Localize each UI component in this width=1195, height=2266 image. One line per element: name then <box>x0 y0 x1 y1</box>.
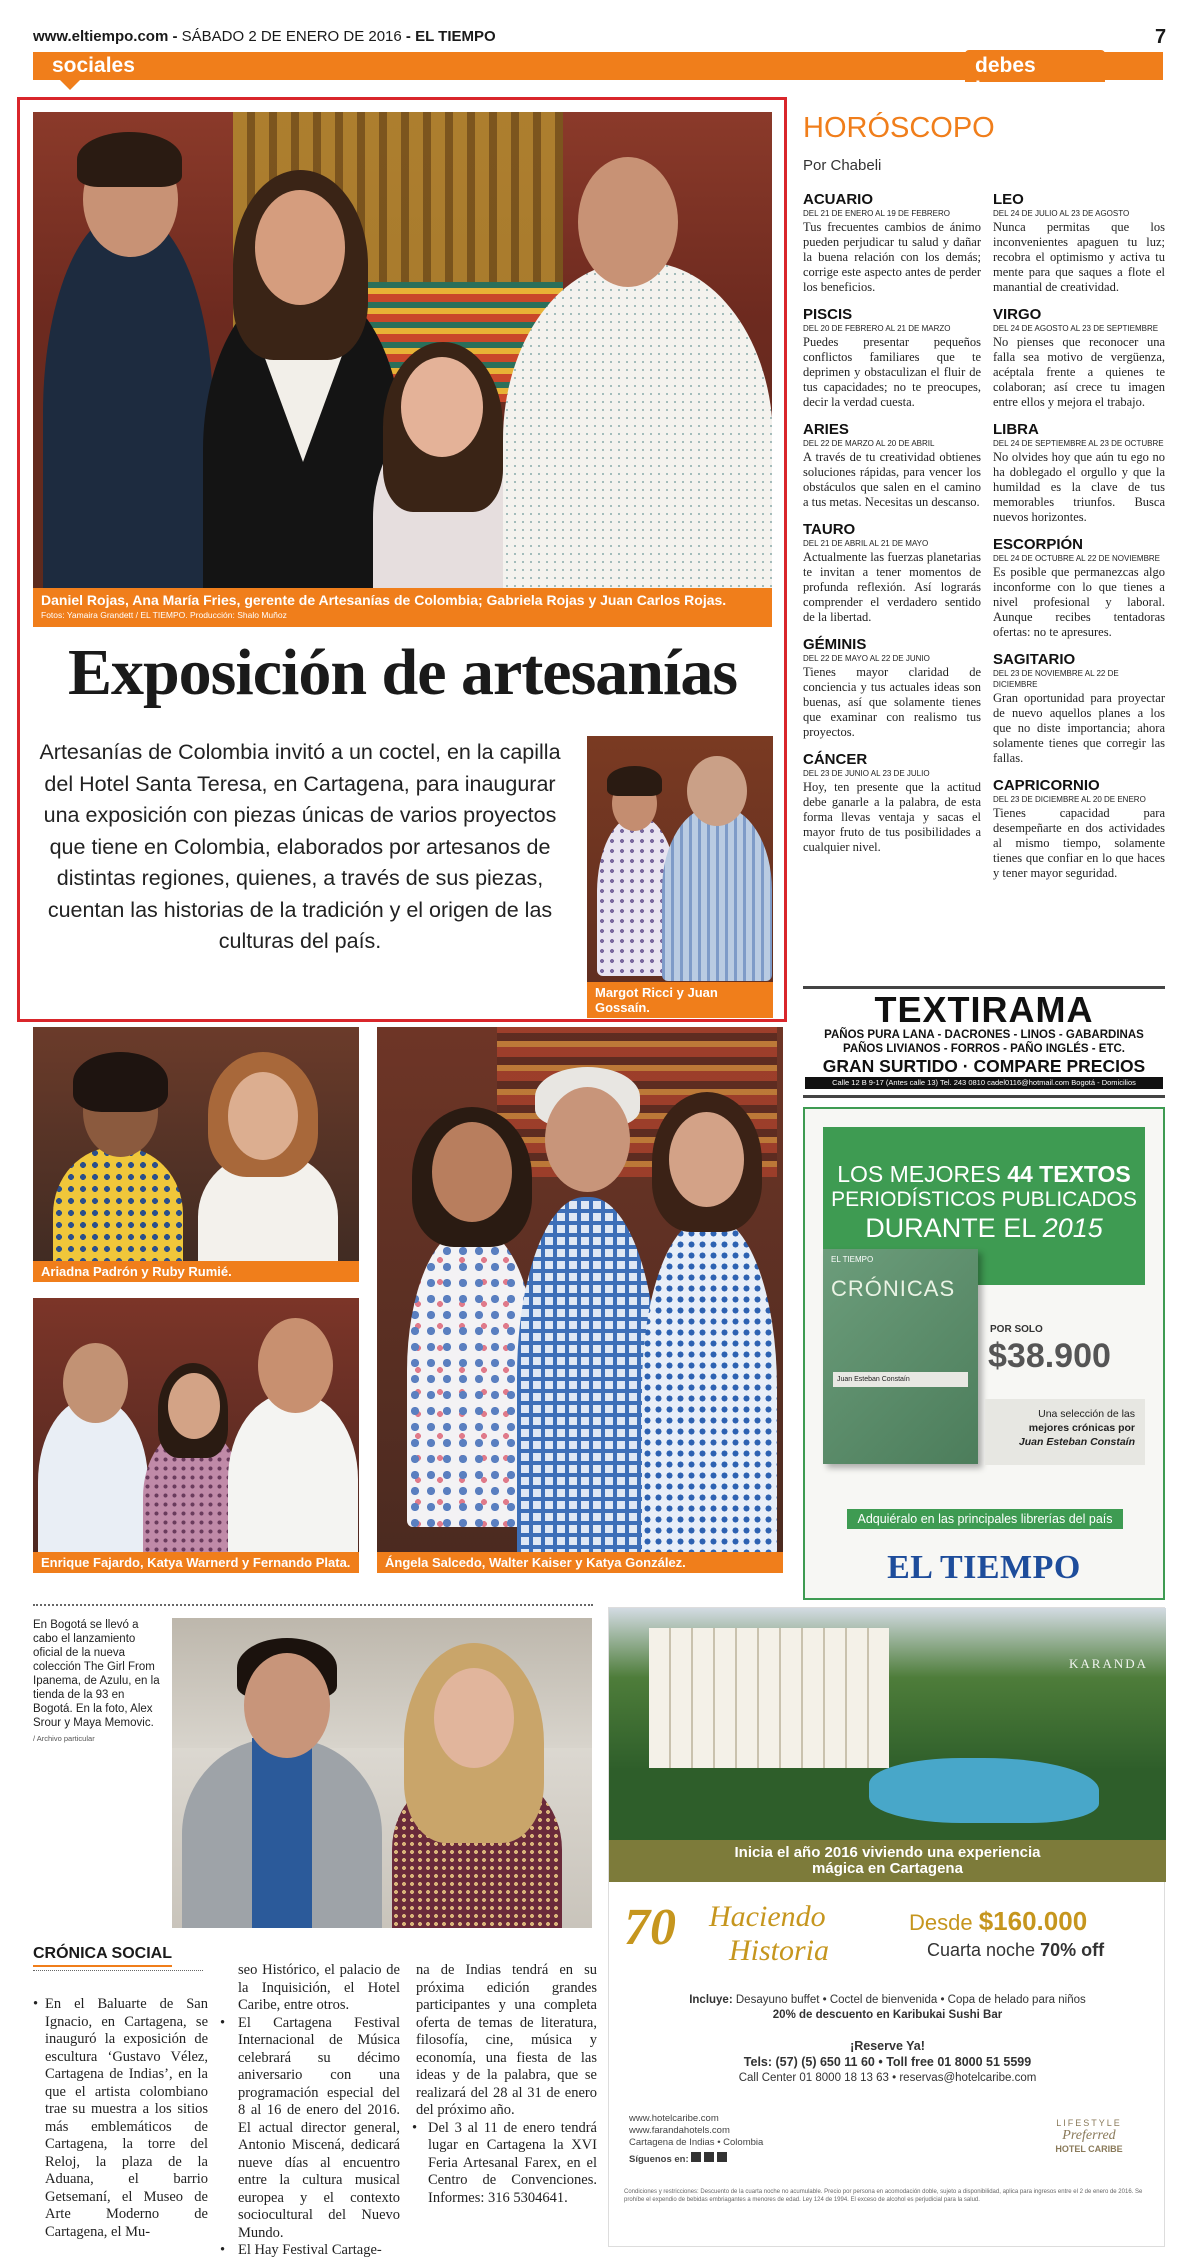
hotel-web1[interactable]: www.hotelcaribe.com <box>629 2113 719 2124</box>
book-editor: Juan Esteban Constaín <box>833 1372 968 1387</box>
social-row <box>629 2152 763 2166</box>
main-photo-credit: Fotos: Yamaira Grandett / EL TIEMPO. Producción: Shalo Muñoz <box>41 610 287 620</box>
sign-text: A través de tu creatividad obtienes soluciones rápidas, para vencer los obstáculos que salen en el camino a tus metas. Necesitas un descanso. <box>803 450 981 509</box>
cronicas-ad-line2: PERIODÍSTICOS PUBLICADOS <box>831 1188 1137 1211</box>
sign-dates: DEL 23 DE JUNIO AL 23 DE JULIO <box>803 769 930 778</box>
sign-text: Tus frecuentes cambios de ánimo pueden perjudicar tu salud y dañar la buena relación con los demás; corrige este aspecto antes de perder los beneficios. <box>803 220 981 294</box>
instagram-icon[interactable] <box>717 2152 727 2162</box>
photo-angela-walter-katya[interactable] <box>377 1027 783 1573</box>
face <box>168 1373 220 1439</box>
page-number: 7 <box>1155 26 1167 48</box>
buy-banner: Adquiéralo en las principales librerías del país <box>847 1509 1123 1529</box>
fourth-night-label: Cuarta noche <box>927 1940 1041 1960</box>
sign-geminis <box>803 637 981 740</box>
brand-preferred: Preferred <box>1062 2128 1116 2143</box>
hotel-photo <box>609 1608 1166 1840</box>
twitter-icon[interactable] <box>704 2152 714 2162</box>
sign-name: LEO <box>993 191 1024 208</box>
cronica-col-1 <box>33 1976 208 2241</box>
cronica-item: • En el Baluarte de San Ignacio, en Cartagena, se inauguró la exposición de escultura ‘Gustavo Vélez, Cartagena de Indias’, en la que el artista colombiano trae su muestra a los sitios más emblemáticos de Cartagena, la torre del Reloj, la plaza de la Aduana, el barrio Getsemaní, el Museo de Arte Moderno de Cartagena, el Mu- <box>33 1996 208 2241</box>
caption-angela-walter-katya: Ángela Salcedo, Walter Kaiser y Katya González. <box>377 1552 783 1573</box>
sign-leo <box>993 192 1165 295</box>
textirama-line1: PAÑOS PURA LANA - DACRONES - LINOS - GABARDINAS <box>824 1029 1144 1041</box>
hotel-ad[interactable] <box>608 1607 1165 2247</box>
feature-body: Artesanías de Colombia invitó a un coctel, en la capilla del Hotel Santa Teresa, en Cartagena, para inaugurar una exposición con piezas únicas de varios proyectos que tiene en Colombia, elaborados por artesanos de distintas regiones, quienes, a través de sus piezas, cuentan las historias de la tradición y el origen de las culturas del país. <box>39 740 561 953</box>
horoscope-author: Por Chabeli <box>803 157 882 174</box>
textirama-line3: GRAN SURTIDO · COMPARE PRECIOS <box>822 1056 1146 1076</box>
hotel-includes <box>609 1993 1166 2023</box>
section-label-sociales: sociales <box>52 54 135 77</box>
sign-text: Hoy, ten presente que la actitud debe ganarle a la palabra, de esta forma llevas ventaja y sacas el mayor fruto de tus posibilidades a cualquier nivel. <box>803 780 981 854</box>
section-label-debes-hacer: debes hacer <box>965 50 1105 82</box>
sign-name: ARIES <box>803 421 849 438</box>
textirama-line4: Calle 12 B 9-17 (Antes calle 13) Tel. 243 0810 cadel0116@hotmail.com Bogotá - Domicilios <box>805 1077 1163 1089</box>
book-cover <box>823 1249 978 1464</box>
face <box>401 357 483 457</box>
face <box>258 1318 333 1413</box>
caption-enrique-katya-fernando: Enrique Fajardo, Katya Warnerd y Fernando Plata. <box>33 1552 359 1573</box>
hotel-building <box>649 1628 889 1768</box>
sign-dates: DEL 21 DE ENERO AL 19 DE FEBRERO <box>803 209 951 218</box>
hotel-callcenter[interactable]: Call Center 01 8000 18 13 63 • reservas@hotelcaribe.com <box>738 2072 1037 2084</box>
horoscope-title: HORÓSCOPO <box>803 112 995 144</box>
sign-name: GÉMINIS <box>803 636 867 653</box>
section-pointer <box>60 80 80 90</box>
sign-dates: DEL 24 DE AGOSTO AL 23 DE SEPTIEMBRE <box>993 324 1159 333</box>
cronica-item: • El Cartagena Festival Internacional de Música celebrará su décimo aniversario con una programación especial del 8 al 16 de enero del 2016. El actual director general, Antonio Miscená, dedicará nueve días al encuentro entre la cultura musical europea y el contexto sociocultural del Nuevo Mundo. <box>220 2015 400 2243</box>
face <box>228 1072 298 1160</box>
bogota-caption: En Bogotá se llevó a cabo el lanzamiento oficial de la nueva colección The Girl From Ipanema, de Azulu, en la tienda de la 93 en Bogotá. En la foto, Alex Srour y Maya Memovic. <box>33 1619 160 1729</box>
brand-hotel-caribe: HOTEL CARIBE <box>1055 2144 1123 2154</box>
sign-name: SAGITARIO <box>993 651 1076 668</box>
sign-dates: DEL 22 DE MARZO AL 20 DE ABRIL <box>803 439 935 448</box>
sign-sagitario <box>993 652 1165 766</box>
includes-discount: 20% de descuento en Karibukai Sushi Bar <box>772 2009 1003 2021</box>
includes-items: Desayuno buffet • Coctel de bienvenida • Copa de helado para niños <box>735 1994 1086 2006</box>
header-sep: - <box>168 28 182 45</box>
bogota-text <box>33 1618 161 1746</box>
person-katya-gonzalez <box>642 1217 777 1573</box>
sign-text: Nunca permitas que los inconvenientes apaguen tu luz; recobra el optimismo y activa tu mente para que saques a flote el manantial de creatividad. <box>993 220 1165 294</box>
face <box>255 190 345 305</box>
page-header <box>33 28 1163 48</box>
photo-alex-maya[interactable] <box>172 1618 592 1928</box>
sign-name: VIRGO <box>993 306 1042 323</box>
cronica-col-3 <box>412 1962 597 2207</box>
face <box>244 1653 330 1758</box>
sign-name: TAURO <box>803 521 856 538</box>
feature-headline: Exposición de artesanías <box>67 636 738 709</box>
sign-acuario <box>803 192 981 295</box>
hair <box>73 1052 168 1112</box>
dotted-separator <box>33 1604 593 1606</box>
sign-dates: DEL 20 DE FEBRERO AL 21 DE MARZO <box>803 324 951 333</box>
reserve-label: ¡Reserve Ya! <box>850 2039 925 2053</box>
sign-text: Tienes mayor claridad de conciencia y tus actuales ideas son buenas, así que solamente tienes que examinar con realismo tus proyectos. <box>803 665 981 739</box>
anniversary-number: 70 <box>624 1899 676 1956</box>
horoscope-col-left <box>803 192 981 867</box>
sign-text: Puedes presentar pequeños conflictos familiares que te deprimen y obstaculizan el fluir de tus capacidades; no te preocupes, decir la verdad cuesta. <box>803 335 981 409</box>
person-daniel <box>43 212 213 627</box>
person-juan-gossain <box>662 806 772 981</box>
follow-label: Síguenos en: <box>629 2154 689 2165</box>
person-fernando <box>228 1393 358 1573</box>
textirama-line2: PAÑOS LIVIANOS - FORROS - PAÑO INGLÉS - ETC. <box>843 1043 1125 1055</box>
brand-lifestyle: LIFESTYLE <box>1056 2118 1122 2128</box>
issue-date: SÁBADO 2 DE ENERO DE 2016 <box>181 28 402 45</box>
sign-text: No olvides hoy que aún tu ego no ha doblegado el orgullo y que la humildad es la clave de tus memorables triunfos. Busca nuevos horizontes. <box>993 450 1165 524</box>
sign-tauro <box>803 522 981 625</box>
sign-dates: DEL 24 DE SEPTIEMBRE AL 23 DE OCTUBRE <box>993 439 1164 448</box>
photo-ariadna-ruby[interactable] <box>33 1027 359 1282</box>
selection-line1: Una selección de las <box>1038 1408 1135 1420</box>
sign-libra <box>993 422 1165 525</box>
face <box>669 1112 744 1207</box>
hotel-contact <box>609 2038 1166 2086</box>
face <box>687 756 747 826</box>
sign-cancer <box>803 752 981 855</box>
hotel-phones[interactable]: Tels: (57) (5) 650 11 60 • Toll free 01 8000 51 5599 <box>743 2055 1032 2069</box>
sign-name: CAPRICORNIO <box>993 777 1100 794</box>
fourth-night-discount: 70% off <box>1040 1940 1105 1960</box>
hotel-watermark: KARANDA <box>1069 1656 1148 1671</box>
photo-enrique-katya-fernando[interactable] <box>33 1298 359 1573</box>
hotel-location: Cartagena de Indias • Colombia <box>629 2137 764 2148</box>
eltiempo-logo: EL TIEMPO <box>887 1549 1081 1586</box>
sign-name: CÁNCER <box>803 751 868 768</box>
anniversary-title1: Haciendo <box>709 1900 826 1933</box>
sign-dates: DEL 24 DE OCTUBRE AL 22 DE NOVIEMBRE <box>993 554 1161 563</box>
face <box>434 1668 514 1768</box>
sign-name: ESCORPIÓN <box>993 536 1084 553</box>
side-photo-caption: Margot Ricci y Juan Gossaín. <box>595 985 718 1015</box>
sign-dates: DEL 21 DE ABRIL AL 21 DE MAYO <box>803 539 929 548</box>
sign-name: LIBRA <box>993 421 1039 438</box>
sign-text: Es posible que permanezcas algo inconforme con lo que tienes a nivel profesional y laboral. Aunque recibes tentadoras ofertas: no te apresures. <box>993 565 1165 639</box>
caption-ariadna-ruby: Ariadna Padrón y Ruby Rumié. <box>33 1261 359 1282</box>
bogota-credit: / Archivo particular <box>33 1734 95 1743</box>
hotel-web2[interactable]: www.farandahotels.com <box>629 2125 730 2136</box>
face <box>63 1343 128 1423</box>
sign-piscis <box>803 307 981 410</box>
cronica-col-2 <box>220 1962 400 2260</box>
cronicas-ad[interactable] <box>803 1107 1165 1600</box>
hotel-price <box>909 1906 1087 1937</box>
sign-name: PISCIS <box>803 306 853 323</box>
sign-dates: DEL 23 DE DICIEMBRE AL 20 DE ENERO <box>993 795 1146 804</box>
cronica-title: CRÓNICA SOCIAL <box>33 1945 172 1967</box>
sign-dates: DEL 23 DE NOVIEMBRE AL 22 DE DICIEMBRE <box>993 669 1119 689</box>
hotel-brand-logos <box>1019 2118 1159 2178</box>
face <box>432 1122 512 1222</box>
book-title: CRÓNICAS <box>831 1276 956 1301</box>
includes-label: Incluye: <box>689 1994 733 2006</box>
sign-escorpion <box>993 537 1165 640</box>
anniversary-logo <box>624 1898 884 1978</box>
cronicas-ad-line3: DURANTE EL 2015 <box>865 1213 1103 1243</box>
pool <box>869 1758 1099 1823</box>
selection-box <box>985 1399 1145 1465</box>
cronica-item-continued: na de Indias tendrá en su próxima edición grandes participantes y una completa oferta de temas de literatura, filosofía, cine, música y economía, una fiesta de las ideas y de la palabra, que se realizará del 28 al 31 de enero del próximo año. <box>416 1962 597 2118</box>
price-label: POR SOLO <box>990 1324 1043 1335</box>
header-sep2: - <box>401 28 416 45</box>
hair <box>77 132 182 187</box>
hotel-photo-caption: Inicia el año 2016 viviendo una experiencia mágica en Cartagena <box>609 1840 1166 1882</box>
hotel-fine-print: Condiciones y restricciones: Descuento de la cuarta noche no acumulable. Precio por persona en acomodación doble, sujeto a disponibilidad, aplica para ingresos entre el 2 de enero de 2016. Se prohíbe el expendio de bebidas embriagantes a menores de edad. Ley 124 de 1994. El exceso de alcohol es perjudicial para la salud. <box>624 2189 1143 2203</box>
brand-name: EL TIEMPO <box>415 28 496 45</box>
hair <box>607 766 662 796</box>
sign-dates: DEL 22 DE MAYO AL 22 DE JUNIO <box>803 654 930 663</box>
desde-label: Desde <box>909 1910 979 1935</box>
cronica-rule <box>33 1970 203 1971</box>
fourth-night <box>927 1940 1104 1961</box>
shirt <box>252 1738 312 1928</box>
sign-text: Tienes capacidad para desempeñarte en dos actividades al mismo tiempo, solamente tienes que confiar en lo que haces y tener mayor seguridad. <box>993 806 1165 880</box>
face <box>578 157 678 287</box>
main-photo[interactable] <box>33 112 772 627</box>
hotel-web <box>629 2113 763 2166</box>
cronicas-ad-line1: LOS MEJORES 44 TEXTOS <box>837 1161 1131 1187</box>
textirama-name: TEXTIRAMA <box>874 989 1094 1030</box>
sign-text: Gran oportunidad para proyectar de nuevo aquellos planes a los que no diste importancia; ahora solamente tienes que corregir las fallas. <box>993 691 1165 765</box>
selection-line2: mejores crónicas por <box>1028 1422 1135 1434</box>
person-enrique <box>38 1398 148 1573</box>
book-brand: EL TIEMPO <box>831 1255 874 1264</box>
anniversary-title2: Historia <box>729 1934 830 1967</box>
price-value: $160.000 <box>978 1906 1088 1936</box>
selection-line3: Juan Esteban Constaín <box>1018 1436 1135 1448</box>
sign-name: ACUARIO <box>803 191 873 208</box>
person-juan-carlos <box>503 262 772 627</box>
sign-text: Actualmente las fuerzas planetarias te invitan a tener momentos de profunda reflexión. Así lograrás comprender el verdadero sentido de la libertad. <box>803 550 981 624</box>
cronica-item-continued: seo Histórico, el palacio de la Inquisición, el Hotel Caribe, entre otros. <box>238 1962 400 2013</box>
facebook-icon[interactable] <box>691 2152 701 2162</box>
cronica-item: • Del 3 al 11 de enero tendrá lugar en Cartagena la XVI Feria Artesanal Farex, en el Centro de Convenciones. Informes: 316 5304641. <box>412 2120 597 2208</box>
sign-dates: DEL 24 DE JULIO AL 23 DE AGOSTO <box>993 209 1130 218</box>
person-walter <box>517 1197 657 1573</box>
side-photo[interactable] <box>587 736 773 1018</box>
sign-capricornio <box>993 778 1165 881</box>
main-photo-caption: Daniel Rojas, Ana María Fries, gerente de Artesanías de Colombia; Gabriela Rojas y Juan Carlos Rojas. <box>41 592 727 608</box>
face <box>545 1087 630 1192</box>
sign-aries <box>803 422 981 510</box>
horoscope-col-right <box>993 192 1165 893</box>
price: $38.900 <box>988 1337 1111 1375</box>
sign-text: No pienses que reconocer una falla sea motivo de vergüenza, acéptala frente a quienes te colaboran; así crece tu imagen entre ellos y mejora el trabajo. <box>993 335 1165 409</box>
textirama-ad[interactable] <box>803 986 1165 1098</box>
cronica-item: • El Hay Festival Cartage- <box>220 2242 400 2260</box>
sign-virgo <box>993 307 1165 410</box>
site-url[interactable]: www.eltiempo.com <box>33 28 169 45</box>
